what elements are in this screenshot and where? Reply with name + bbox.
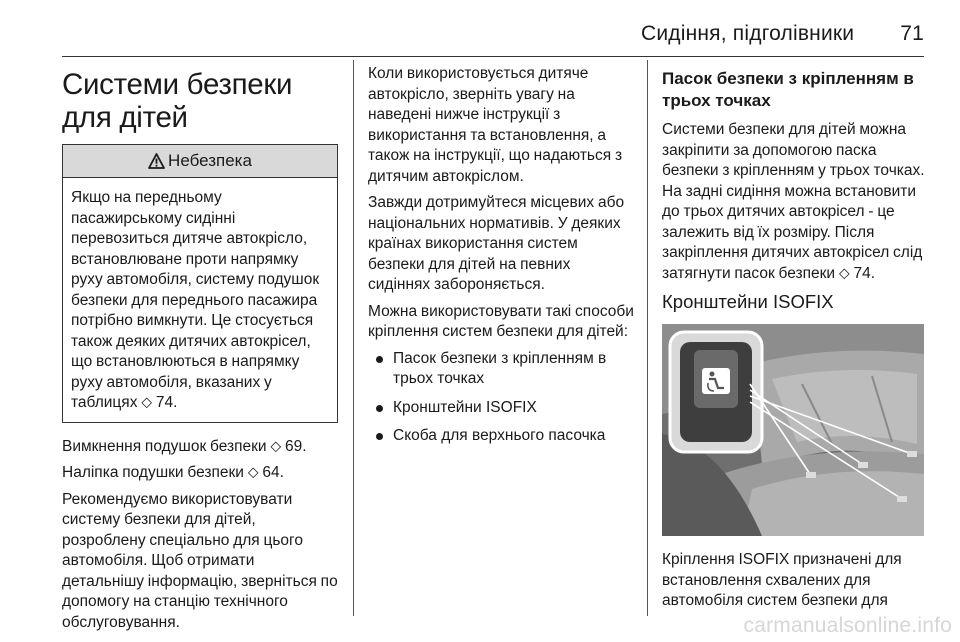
header-rule — [62, 56, 924, 57]
three-point-belt-paragraph: Системи безпеки для дітей можна закріпити за допомогою паска безпеки з кріпленням у трьох точках. На задні сидіння можна встановити до трьох дитячих автокрісел - це залежить від їх розміру. Після закріплення дитячих автокрісел слід затягнути пасок безпеки ⬦ 74. — [662, 121, 925, 282]
section-title: Сидіння, підголівники — [640, 22, 855, 45]
regulations-paragraph: Завжди дотримуйтеся місцевих або національних нормативів. У деяких країнах використання систем безпеки для дітей на певних сидіннях забороняється. — [368, 194, 625, 293]
rear-seat-isofix-image — [662, 324, 924, 536]
danger-box — [62, 144, 338, 423]
column-divider-2 — [647, 60, 648, 616]
danger-header — [63, 145, 337, 178]
fastening-methods-intro: Можна використовувати такі способи кріплення систем безпеки для дітей: — [368, 302, 634, 340]
fastening-methods-list — [368, 349, 634, 447]
instructions-paragraph: Коли використовується дитяче автокрісло, зверніть увагу на наведені нижче інструкції з використання та встановлення, а також на інструкції, що надаються з дитячим автокріслом. — [368, 65, 623, 185]
isofix-heading: Кронштейни ISOFIX — [662, 291, 834, 312]
danger-label: Небезпека — [168, 151, 252, 170]
section-heading: Системи безпеки для дітей — [62, 68, 293, 134]
airbag-deactivation-ref: Вимкнення подушок безпеки ⬦ 69. — [62, 437, 307, 455]
warning-triangle-icon — [148, 153, 165, 169]
three-point-belt-heading: Пасок безпеки з кріпленням в трьох точках — [662, 69, 914, 110]
danger-body — [63, 178, 337, 422]
column-middle — [368, 64, 634, 455]
column-right — [662, 64, 928, 618]
airbag-label-ref: Наліпка подушки безпеки ⬦ 64. — [62, 464, 284, 481]
column-divider-1 — [353, 60, 354, 616]
watermark: carmanualsonline.info — [743, 614, 952, 637]
list-item: Кронштейни ISOFIX — [368, 398, 634, 419]
page-number: 71 — [900, 22, 924, 45]
column-left — [62, 64, 338, 639]
isofix-photo — [662, 324, 924, 536]
list-item: Пасок безпеки з кріпленням в трьох точках — [368, 349, 634, 390]
recommendation-paragraph: Рекомендуємо використовувати систему безпеки для дітей, розроблену спеціально для цього автомобіля. Щоб отримати детальнішу інформацію, зверніться по допомогу на станцію технічного обслуговування. — [62, 490, 338, 631]
danger-text: Якщо на передньому пасажирському сидінні перевозиться дитяче автокрісло, встановлюване проти напрямку руху автомобіля, систему подушок безпеки для переднього пасажира потрібно вимкнути. Це стосується також деяких дитячих автокрісел, що встановлюються в напрямку руху автомобіля, вказаних у таблицях ⬦ 74. — [71, 189, 320, 411]
isofix-paragraph: Кріплення ISOFIX призначені для встановлення схвалених для автомобіля систем безпеки для — [662, 551, 902, 609]
page-header — [641, 22, 924, 46]
list-item: Скоба для верхнього пасочка — [368, 426, 634, 447]
